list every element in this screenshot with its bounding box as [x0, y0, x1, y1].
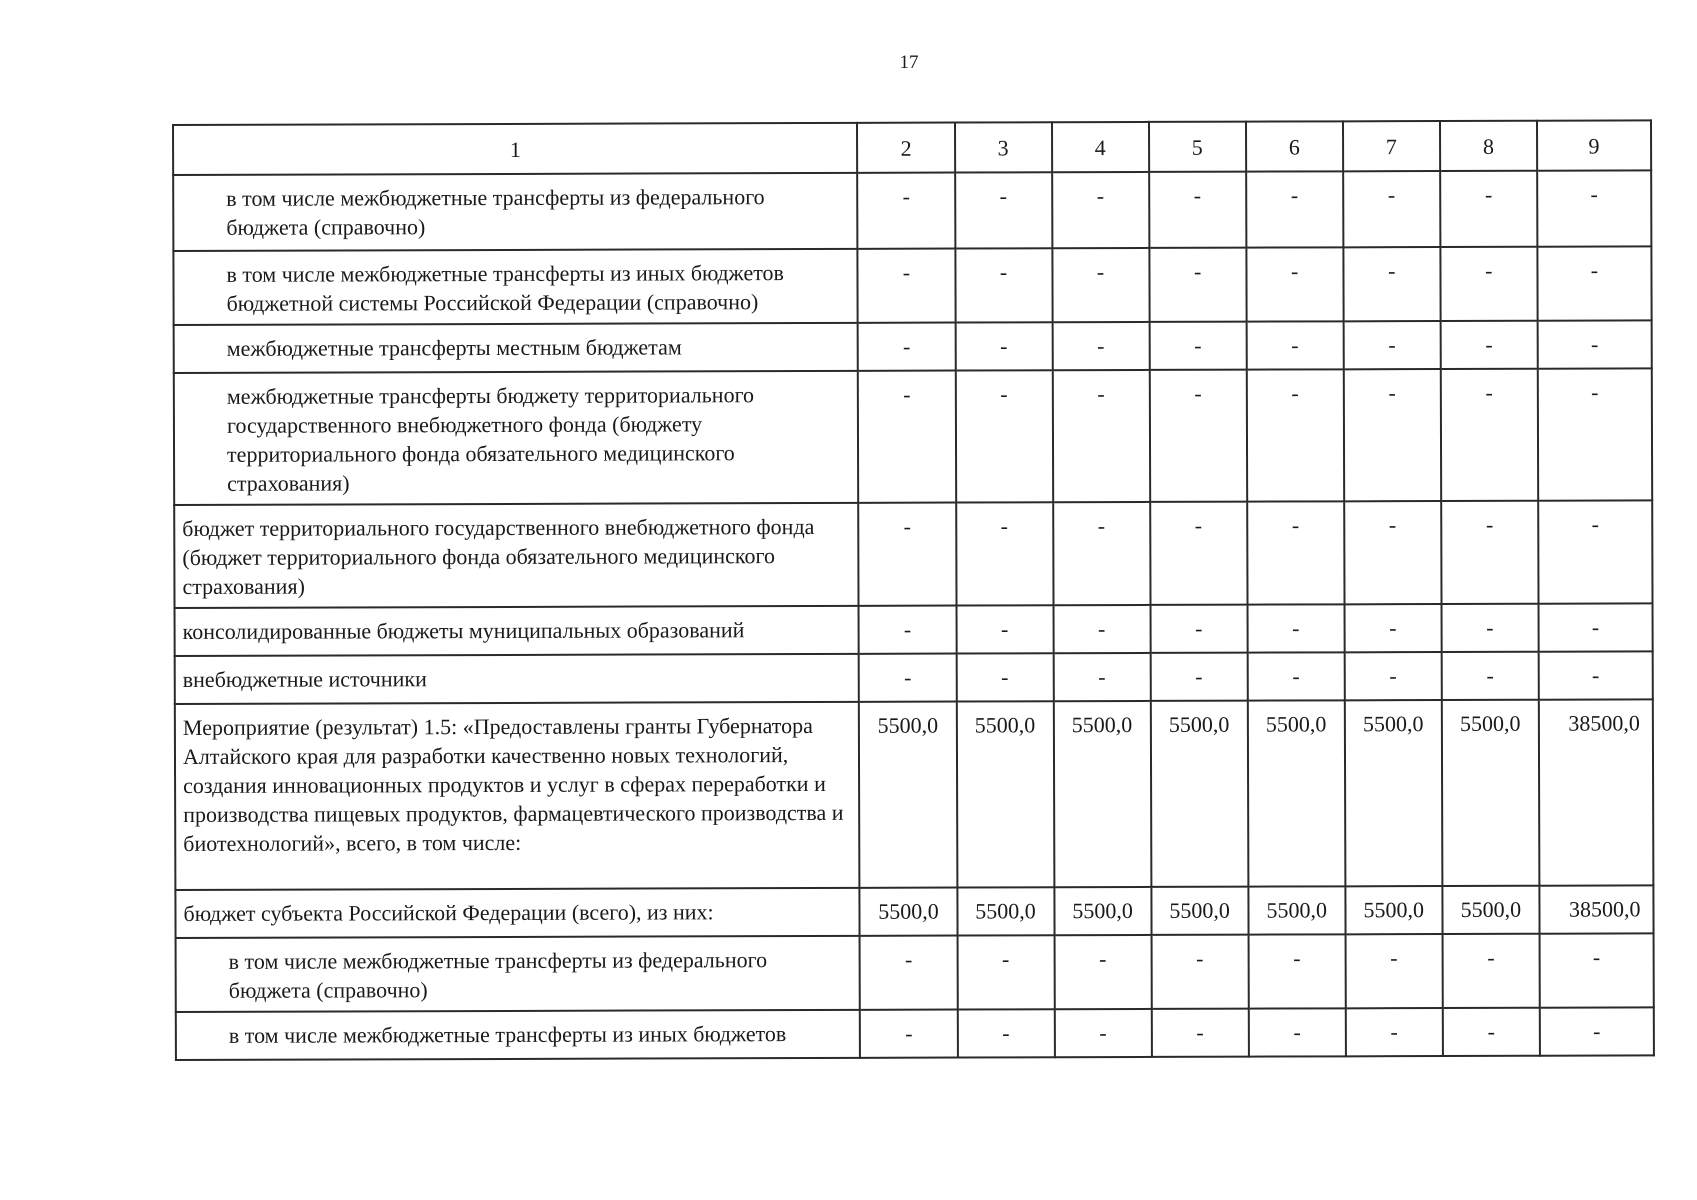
cell-value: 5500,0 [1442, 886, 1539, 934]
cell-value: - [859, 503, 956, 606]
table-row [174, 320, 1652, 373]
cell-value: - [1150, 605, 1247, 653]
cell-value: 5500,0 [1248, 886, 1345, 934]
cell-value: - [957, 1009, 1054, 1057]
column-header: 9 [1537, 120, 1651, 170]
header-row [173, 120, 1651, 175]
cell-value: - [1344, 369, 1441, 501]
cell-value: 5500,0 [1442, 700, 1540, 886]
cell-value: 5500,0 [1053, 701, 1151, 887]
cell-value: - [1441, 501, 1538, 604]
cell-value: 38500,0 [1539, 885, 1653, 933]
budget-table-container [172, 119, 1655, 1061]
budget-table [172, 119, 1655, 1061]
column-header: 3 [955, 122, 1052, 172]
cell-value: - [1054, 935, 1151, 1009]
cell-value: - [1539, 651, 1653, 699]
column-header: 7 [1343, 121, 1440, 171]
cell-value: 5500,0 [860, 888, 957, 936]
cell-value: - [858, 249, 955, 323]
cell-value: - [1150, 502, 1247, 605]
row-label: бюджет территориального государственного внебюджетного фонда (бюджет территориального фонда обязательного медицинского страхования) [174, 503, 859, 608]
table-row [176, 933, 1654, 1012]
cell-value: - [1052, 172, 1149, 248]
column-header: 6 [1246, 121, 1343, 171]
cell-value: - [860, 936, 957, 1010]
page-number: 17 [899, 52, 919, 73]
cell-value: - [1054, 1009, 1151, 1057]
cell-value: - [1441, 604, 1538, 652]
cell-value: 5500,0 [1054, 887, 1151, 935]
cell-value: - [1149, 172, 1246, 248]
table-row [175, 699, 1654, 890]
cell-value: - [1052, 248, 1149, 322]
cell-value: - [956, 605, 1053, 653]
table-row [175, 885, 1653, 938]
row-label: межбюджетные трансферты местным бюджетам [174, 323, 859, 373]
cell-value: - [1052, 370, 1149, 502]
cell-value: - [859, 606, 956, 654]
cell-value: - [1344, 604, 1441, 652]
row-label: в том числе межбюджетные трансферты из иных бюджетов [176, 1010, 861, 1060]
cell-value: - [1052, 322, 1149, 370]
cell-value: 5500,0 [956, 701, 1054, 887]
cell-value: - [1053, 502, 1150, 605]
cell-value: - [1151, 935, 1248, 1009]
cell-value: - [1151, 1009, 1248, 1057]
cell-value: - [1441, 369, 1538, 501]
cell-value: - [1343, 321, 1440, 369]
cell-value: - [1149, 322, 1246, 370]
table-row [174, 368, 1652, 505]
column-header: 5 [1149, 122, 1246, 172]
cell-value: - [1443, 1008, 1540, 1056]
cell-value: - [1343, 247, 1440, 321]
cell-value: - [1345, 934, 1442, 1008]
cell-value: 5500,0 [1151, 887, 1248, 935]
cell-value: - [1150, 653, 1247, 701]
cell-value: 5500,0 [1150, 701, 1248, 887]
cell-value: 5500,0 [1345, 700, 1443, 886]
cell-value: - [1540, 1007, 1654, 1055]
row-label: консолидированные бюджеты муниципальных образований [175, 606, 860, 656]
cell-value: - [1248, 1008, 1345, 1056]
column-header: 4 [1052, 122, 1149, 172]
row-label: бюджет субъекта Российской Федерации (всего), из них: [175, 888, 860, 938]
cell-value: 5500,0 [957, 887, 1054, 935]
cell-value: - [955, 172, 1052, 248]
cell-value: - [1247, 604, 1344, 652]
cell-value: - [956, 653, 1053, 701]
table-row [173, 170, 1651, 251]
cell-value: - [1343, 171, 1440, 247]
cell-value: - [956, 502, 1053, 605]
cell-value: - [1344, 501, 1441, 604]
cell-value: - [1346, 1008, 1443, 1056]
column-header: 1 [173, 123, 858, 175]
cell-value: - [1247, 652, 1344, 700]
cell-value: - [1246, 247, 1343, 321]
cell-value: - [1538, 500, 1652, 603]
cell-value: - [1344, 652, 1441, 700]
cell-value: 38500,0 [1539, 699, 1654, 885]
column-header: 2 [857, 123, 954, 173]
cell-value: - [1149, 248, 1246, 322]
cell-value: - [957, 935, 1054, 1009]
cell-value: - [955, 322, 1052, 370]
cell-value: - [955, 370, 1052, 502]
cell-value: - [1246, 171, 1343, 247]
cell-value: - [860, 1010, 957, 1058]
cell-value: - [1539, 933, 1653, 1007]
table-row [174, 500, 1652, 608]
cell-value: - [1247, 501, 1344, 604]
table-row [175, 603, 1653, 656]
cell-value: - [1440, 171, 1537, 247]
cell-value: 5500,0 [1345, 886, 1442, 934]
cell-value: - [1538, 603, 1652, 651]
row-label: в том числе межбюджетные трансферты из федерального бюджета (справочно) [173, 173, 858, 251]
cell-value: - [1538, 368, 1653, 500]
table-row [173, 246, 1651, 325]
cell-value: - [1537, 170, 1651, 246]
cell-value: - [859, 654, 956, 702]
cell-value: - [858, 371, 955, 503]
cell-value: - [1538, 320, 1652, 368]
cell-value: - [955, 248, 1052, 322]
row-label: внебюджетные источники [175, 654, 860, 704]
cell-value: - [1149, 370, 1246, 502]
row-label: межбюджетные трансферты бюджету территориального государственного внебюджетного фонда (бюджету территориального фонда обязательного медицинского страхования) [174, 371, 859, 505]
row-label: в том числе межбюджетные трансферты из иных бюджетов бюджетной системы Российской Федерации (справочно) [173, 249, 858, 325]
cell-value: - [1442, 934, 1539, 1008]
cell-value: 5500,0 [859, 702, 957, 888]
column-header: 8 [1440, 121, 1537, 171]
cell-value: - [1440, 321, 1537, 369]
cell-value: - [1053, 653, 1150, 701]
table-row [176, 1007, 1654, 1060]
cell-value: - [1441, 652, 1538, 700]
cell-value: - [1248, 934, 1345, 1008]
cell-value: 5500,0 [1248, 700, 1346, 886]
cell-value: - [1440, 247, 1537, 321]
cell-value: - [1537, 246, 1651, 320]
cell-value: - [1246, 369, 1343, 501]
table-row [175, 651, 1653, 704]
cell-value: - [1053, 605, 1150, 653]
row-label: в том числе межбюджетные трансферты из федерального бюджета (справочно) [176, 936, 861, 1012]
row-label: Мероприятие (результат) 1.5: «Предоставлены гранты Губернатора Алтайского края для разработки качественно новых технологий, создания инновационных продуктов и услуг в сферах переработки и производства пищевых продуктов, фармацевтического производства и биотехнологий», всего, в том числе: [175, 702, 860, 890]
cell-value: - [858, 323, 955, 371]
cell-value: - [1246, 321, 1343, 369]
cell-value: - [858, 173, 955, 249]
